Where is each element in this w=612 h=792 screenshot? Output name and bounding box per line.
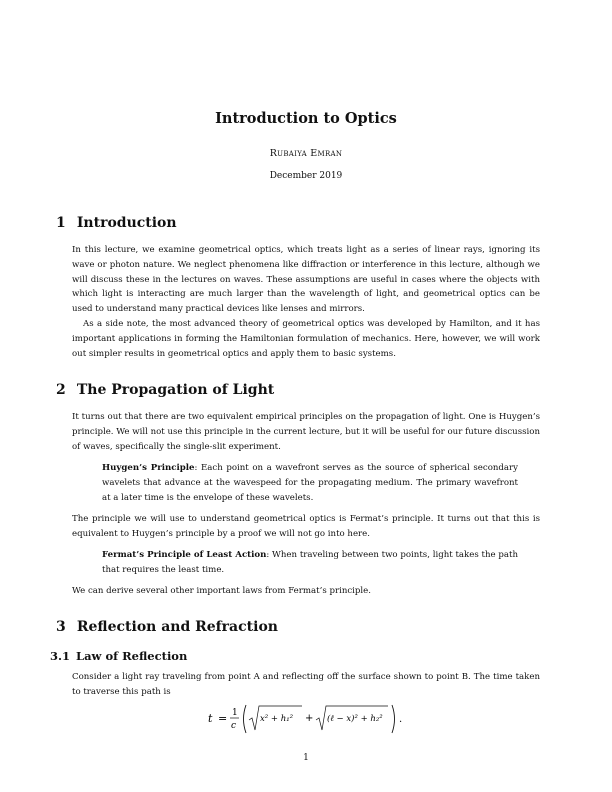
eq-term-1: x² + h₁² xyxy=(260,714,294,724)
author-name: Rubaiya Emran xyxy=(269,148,343,159)
paper-title: Introduction to Optics xyxy=(215,110,397,127)
section-title: Introduction xyxy=(76,215,177,231)
intro-paragraph-2: As a side note, the most advanced theory of geometrical optics was developed by Hamilton, and it has important applications in forming the Hamiltonian formulation of mechanics. Here, however, we will work out simpler results in geometrical optics and apply them to basic systems. xyxy=(72,319,540,359)
propagation-paragraph-1: It turns out that there are two equivalent empirical principles on the propagation of light. One is Huygen’s principle. We will not use this principle in the current lecture, but it will be useful for our future discussion of waves, specifically the single-slit experiment. xyxy=(72,412,540,452)
eq-left-paren xyxy=(244,705,247,733)
section-title: The Propagation of Light xyxy=(76,382,275,398)
section-heading-reflection-refraction xyxy=(56,619,278,635)
section-number: 3 xyxy=(56,619,66,635)
eq-plus: + xyxy=(305,713,314,724)
paper-date: December 2019 xyxy=(269,171,343,181)
subsection-heading-law-of-reflection xyxy=(50,649,187,663)
fermat-principle-text: : When traveling between two points, light takes the path that requires the least time. xyxy=(102,550,518,575)
fermat-principle-block xyxy=(102,548,518,578)
huygens-principle-text: : Each point on a wavefront serves as the source of spherical secondary wavelets that advance at the wavespeed for the propagating medium. The primary wavefront at a later time is the envelope of these wavelets. xyxy=(102,463,518,503)
intro-paragraph-1: In this lecture, we examine geometrical optics, which treats light as a series of linear rays, ignoring its wave or photon nature. We neglect phenomena like diffraction or interference in this lecture, although we will discuss these in the lectures on waves. These assumptions are useful in cases where the objects with which light is interacting are much larger than the wavelength of light, and geometrical optics can be used to understand many practical devices like lenses and mirrors. xyxy=(72,245,540,315)
subsection-number: 3.1 xyxy=(50,649,71,663)
propagation-paragraph-2: The principle we will use to understand geometrical optics is Fermat’s principle. It turns out that this is equivalent to Huygen’s principle by a proof we will not go into here. xyxy=(72,514,540,539)
eq-frac-num: 1 xyxy=(232,708,238,718)
section-heading-introduction xyxy=(56,215,177,231)
eq-lhs: t xyxy=(208,712,213,725)
equation-time xyxy=(0,702,612,739)
huygens-principle-block xyxy=(102,461,518,505)
eq-term-2: (ℓ − x)² + h₂² xyxy=(327,714,383,724)
section-heading-propagation xyxy=(56,382,274,398)
eq-period: . xyxy=(399,714,403,725)
propagation-paragraph-3: We can derive several other important laws from Fermat’s principle. xyxy=(72,586,372,596)
page-number: 1 xyxy=(303,753,309,763)
section-title: Reflection and Refraction xyxy=(76,619,278,635)
equation-graphic xyxy=(206,702,406,736)
subsection-title: Law of Reflection xyxy=(76,649,188,663)
eq-equals: = xyxy=(218,712,228,725)
fermat-principle-term: Fermat’s Principle of Least Action xyxy=(102,550,267,560)
section-number: 2 xyxy=(56,382,66,398)
reflection-paragraph-1: Consider a light ray traveling from point A and reflecting off the surface shown to point B. The time taken to traverse this path is xyxy=(72,672,540,697)
huygens-principle-term: Huygen’s Principle xyxy=(102,463,195,473)
eq-right-paren xyxy=(392,705,395,733)
eq-frac-den: c xyxy=(231,721,237,731)
section-number: 1 xyxy=(56,215,66,231)
